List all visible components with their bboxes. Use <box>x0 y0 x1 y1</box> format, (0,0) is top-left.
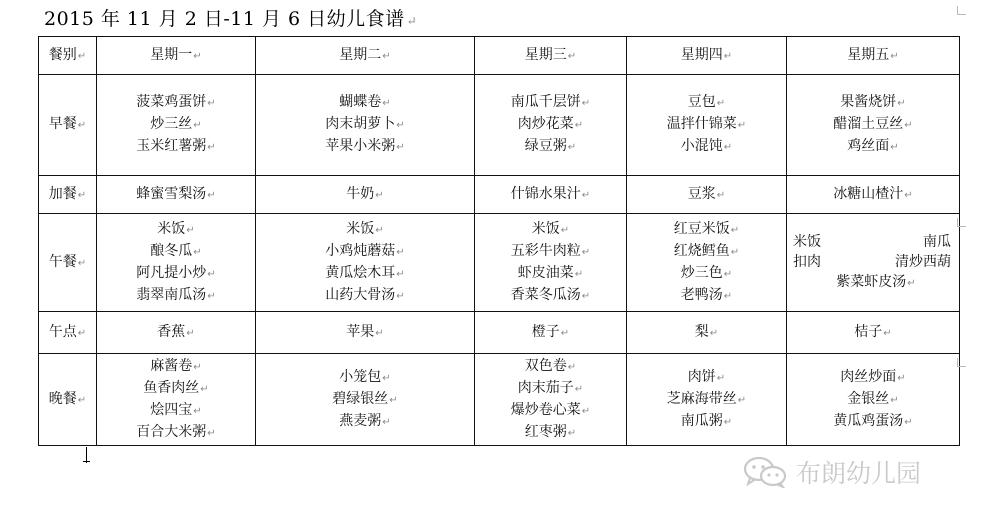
watermark-text: 布朗幼儿园 <box>796 459 922 488</box>
afternoon-snack-thursday: 梨↵ <box>627 312 787 354</box>
meal-label-lunch: 午餐↵ <box>39 214 97 312</box>
header-wednesday: 星期三↵ <box>475 37 627 75</box>
menu-title <box>44 4 417 31</box>
header-friday: 星期五↵ <box>787 37 960 75</box>
snack-monday: 蜂蜜雪梨汤↵ <box>97 176 256 214</box>
dinner-tuesday: 小笼包↵ 碧绿银丝↵ 燕麦粥↵ <box>256 354 475 446</box>
breakfast-friday: 果酱烧饼↵ 醋溜土豆丝↵ 鸡丝面↵ <box>787 75 960 176</box>
afternoon-snack-row <box>39 312 960 354</box>
breakfast-thursday: 豆包↵ 温拌什锦菜↵ 小混饨↵ <box>627 75 787 176</box>
wechat-logo-icon <box>742 456 788 488</box>
header-thursday: 星期四↵ <box>627 37 787 75</box>
paragraph-mark-icon: ↵ <box>406 14 418 28</box>
lunch-friday: 米饭 南瓜 扣肉 清炒西葫 紫菜虾皮汤↵ <box>787 214 960 312</box>
margin-corner-mark-2 <box>957 218 966 227</box>
header-monday: 星期一↵ <box>97 37 256 75</box>
meal-label-afternoon-snack: 午点↵ <box>39 312 97 354</box>
meal-label-snack: 加餐↵ <box>39 176 97 214</box>
breakfast-row <box>39 75 960 176</box>
text-cursor-icon <box>86 447 87 463</box>
breakfast-monday: 菠菜鸡蛋饼↵ 炒三丝↵ 玉米红薯粥↵ <box>97 75 256 176</box>
snack-wednesday: 什锦水果汁↵ <box>475 176 627 214</box>
menu-table <box>38 36 960 446</box>
header-tuesday: 星期二↵ <box>256 37 475 75</box>
dinner-friday: 肉丝炒面↵ 金银丝↵ 黄瓜鸡蛋汤↵ <box>787 354 960 446</box>
snack-friday: 冰糖山楂汁↵ <box>787 176 960 214</box>
afternoon-snack-monday: 香蕉↵ <box>97 312 256 354</box>
meal-label-breakfast: 早餐↵ <box>39 75 97 176</box>
margin-corner-mark <box>957 6 966 15</box>
snack-row <box>39 176 960 214</box>
lunch-tuesday: 米饭↵ 小鸡炖蘑菇↵ 黄瓜烩木耳↵ 山药大骨汤↵ <box>256 214 475 312</box>
meal-label-dinner: 晚餐↵ <box>39 354 97 446</box>
dinner-wednesday: 双色卷↵ 肉末茄子↵ 爆炒卷心菜↵ 红枣粥↵ <box>475 354 627 446</box>
header-row <box>39 37 960 75</box>
afternoon-snack-tuesday: 苹果↵ <box>256 312 475 354</box>
afternoon-snack-wednesday: 橙子↵ <box>475 312 627 354</box>
lunch-row <box>39 214 960 312</box>
margin-corner-mark-3 <box>957 358 966 367</box>
snack-tuesday: 牛奶↵ <box>256 176 475 214</box>
breakfast-wednesday: 南瓜千层饼↵ 肉炒花菜↵ 绿豆粥↵ <box>475 75 627 176</box>
dinner-row <box>39 354 960 446</box>
breakfast-tuesday: 蝴蝶卷↵ 肉末胡萝卜↵ 苹果小米粥↵ <box>256 75 475 176</box>
dinner-thursday: 肉饼↵ 芝麻海带丝↵ 南瓜粥↵ <box>627 354 787 446</box>
afternoon-snack-friday: 桔子↵ <box>787 312 960 354</box>
watermark <box>742 454 921 490</box>
snack-thursday: 豆浆↵ <box>627 176 787 214</box>
dinner-monday: 麻酱卷↵ 鱼香肉丝↵ 烩四宝↵ 百合大米粥↵ <box>97 354 256 446</box>
lunch-wednesday: 米饭↵ 五彩牛肉粒↵ 虾皮油菜↵ 香菜冬瓜汤↵ <box>475 214 627 312</box>
lunch-thursday: 红豆米饭↵ 红烧鳕鱼↵ 炒三色↵ 老鸭汤↵ <box>627 214 787 312</box>
lunch-monday: 米饭↵ 酿冬瓜↵ 阿凡提小炒↵ 翡翠南瓜汤↵ <box>97 214 256 312</box>
header-meal-type: 餐别↵ <box>39 37 97 75</box>
menu-title-text: 2015 年 11 月 2 日-11 月 6 日幼儿食谱 <box>44 8 405 30</box>
